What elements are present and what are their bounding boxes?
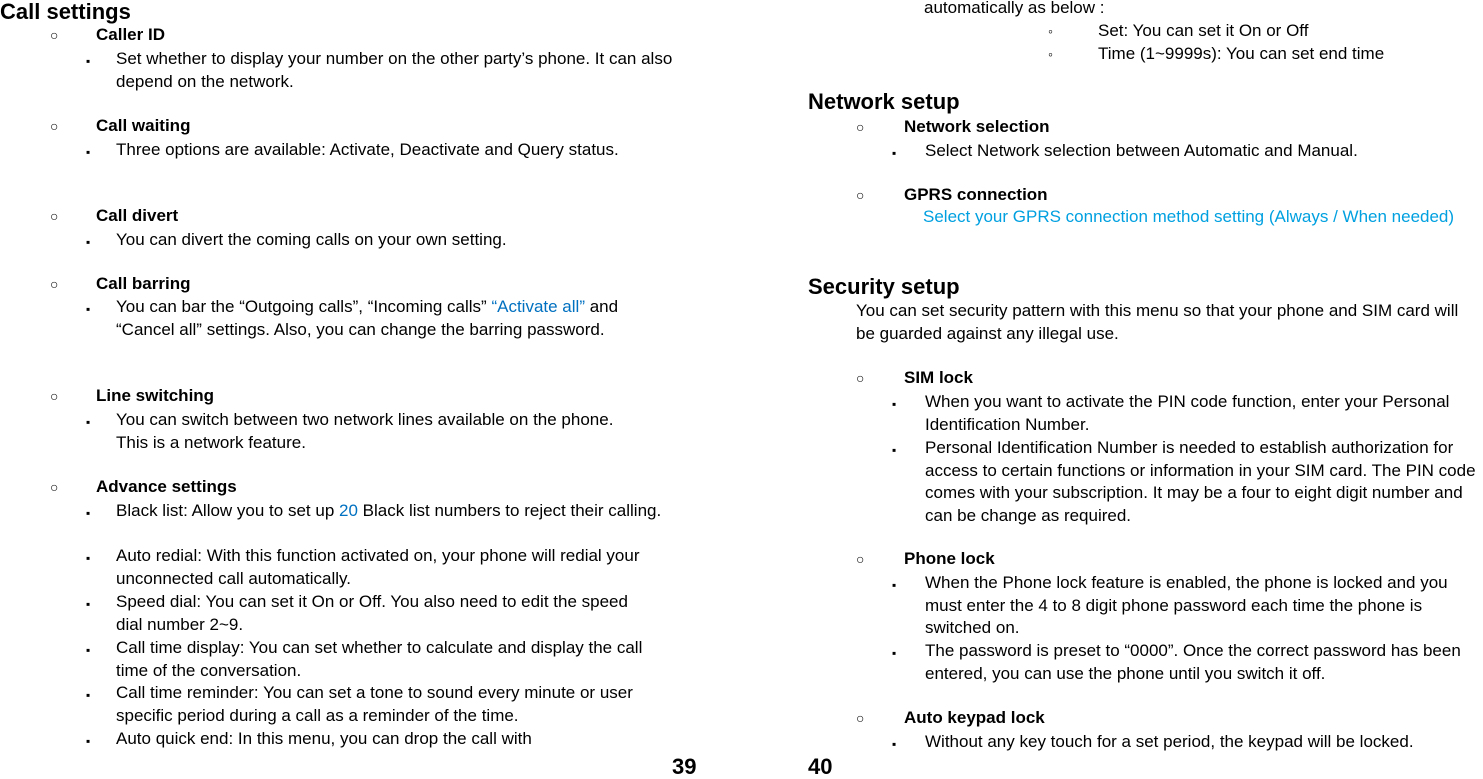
square-bullet-icon: ▪ <box>86 597 91 611</box>
square-bullet-icon: ▪ <box>892 578 897 592</box>
subheading-call-waiting: Call waiting <box>96 116 191 135</box>
small-circle-bullet-icon: ◦ <box>1048 23 1053 39</box>
subheading-caller-id: Caller ID <box>96 25 165 44</box>
subheading-call-barring: Call barring <box>96 274 191 293</box>
circle-bullet-icon: ○ <box>50 208 59 224</box>
section-heading-call-settings: Call settings <box>0 0 131 24</box>
bullet-text: Personal Identification Number is needed to establish authorization for access to certain functions or information in your SIM card. The PIN code comes with your subscription. It may be a four to eight digit number and can be change as required. <box>925 438 1476 525</box>
bullet-text: Auto redial: With this function activated on, your phone will redial your unconnected call automatically. <box>116 546 640 588</box>
subheading-phone-lock: Phone lock <box>904 549 995 568</box>
gprs-description: Select your GPRS connection method setting (Always / When needed) <box>923 207 1455 226</box>
square-bullet-icon: ▪ <box>892 146 897 160</box>
square-bullet-icon: ▪ <box>86 235 91 249</box>
subheading-call-divert: Call divert <box>96 206 179 225</box>
bullet-text: You can switch between two network lines available on the phone. This is a network feature. <box>116 410 614 452</box>
circle-bullet-icon: ○ <box>50 479 59 495</box>
page-40 <box>800 0 1483 779</box>
text-part: You can bar the “Outgoing calls”, “Incoming calls” <box>116 297 492 316</box>
circle-bullet-icon: ○ <box>50 388 59 404</box>
text-part: and “Cancel all” settings. Also, you can change the barring password. <box>116 297 619 339</box>
circle-bullet-icon: ○ <box>50 118 59 134</box>
circle-bullet-icon: ○ <box>856 187 865 203</box>
bullet-text: Auto quick end: In this menu, you can drop the call with <box>116 729 532 748</box>
square-bullet-icon: ▪ <box>892 443 897 457</box>
bullet-text: Set whether to display your number on the other party’s phone. It can also depend on the network. <box>116 49 673 91</box>
circle-bullet-icon: ○ <box>856 119 865 135</box>
bullet-text: Call time display: You can set whether to calculate and display the call time of the conversation. <box>116 638 643 680</box>
small-circle-bullet-icon: ◦ <box>1048 46 1053 62</box>
square-bullet-icon: ▪ <box>86 506 91 520</box>
highlight-activate-all: “Activate all” <box>491 297 585 316</box>
bullet-text: Call time reminder: You can set a tone to sound every minute or user specific period during a call as a reminder of the time. <box>116 683 633 725</box>
text-part: Black list: Allow you to set up <box>116 501 339 520</box>
sub-item: Set: You can set it On or Off <box>1098 21 1309 40</box>
square-bullet-icon: ▪ <box>892 646 897 660</box>
subheading-sim-lock: SIM lock <box>904 368 973 387</box>
square-bullet-icon: ▪ <box>86 551 91 565</box>
bullet-text: Three options are available: Activate, Deactivate and Query status. <box>116 140 619 159</box>
square-bullet-icon: ▪ <box>86 734 91 748</box>
circle-bullet-icon: ○ <box>856 370 865 386</box>
bullet-text: You can divert the coming calls on your own setting. <box>116 230 507 249</box>
square-bullet-icon: ▪ <box>86 54 91 68</box>
sub-item: Time (1~9999s): You can set end time <box>1098 44 1385 63</box>
bullet-text: Without any key touch for a set period, the keypad will be locked. <box>925 732 1414 751</box>
square-bullet-icon: ▪ <box>86 415 91 429</box>
page-39 <box>0 0 700 779</box>
text-part: Black list numbers to reject their calling. <box>357 501 662 520</box>
square-bullet-icon: ▪ <box>86 688 91 702</box>
security-intro: You can set security pattern with this menu so that your phone and SIM card will be guarded against any illegal use. <box>856 301 1459 343</box>
circle-bullet-icon: ○ <box>50 27 59 43</box>
subheading-line-switching: Line switching <box>96 386 215 405</box>
bullet-text: The password is preset to “0000”. Once the correct password has been entered, you can use the phone until you switch it off. <box>925 641 1461 683</box>
bullet-text: When the Phone lock feature is enabled, the phone is locked and you must enter the 4 to 8 digit phone password each time the phone is switched on. <box>925 573 1448 637</box>
page-number: 40 <box>808 754 833 779</box>
highlight-number: 20 <box>339 501 358 520</box>
subheading-network-selection: Network selection <box>904 117 1050 136</box>
circle-bullet-icon: ○ <box>856 710 865 726</box>
square-bullet-icon: ▪ <box>86 643 91 657</box>
continuation-text: automatically as below : <box>924 0 1105 17</box>
square-bullet-icon: ▪ <box>86 145 91 159</box>
section-heading-security-setup: Security setup <box>808 274 960 299</box>
subheading-gprs-connection: GPRS connection <box>904 185 1048 204</box>
square-bullet-icon: ▪ <box>892 397 897 411</box>
square-bullet-icon: ▪ <box>86 302 91 316</box>
bullet-text: Speed dial: You can set it On or Off. You also need to edit the speed dial number 2~9. <box>116 592 628 634</box>
square-bullet-icon: ▪ <box>892 737 897 751</box>
bullet-text: Select Network selection between Automatic and Manual. <box>925 141 1358 160</box>
circle-bullet-icon: ○ <box>50 276 59 292</box>
section-heading-network-setup: Network setup <box>808 89 960 114</box>
subheading-advance-settings: Advance settings <box>96 477 237 496</box>
bullet-text-black-list <box>116 500 681 523</box>
subheading-auto-keypad-lock: Auto keypad lock <box>904 708 1045 727</box>
page-number: 39 <box>672 754 697 779</box>
bullet-text-call-barring <box>116 296 661 341</box>
bullet-text: When you want to activate the PIN code function, enter your Personal Identification Number. <box>925 392 1450 434</box>
circle-bullet-icon: ○ <box>856 551 865 567</box>
